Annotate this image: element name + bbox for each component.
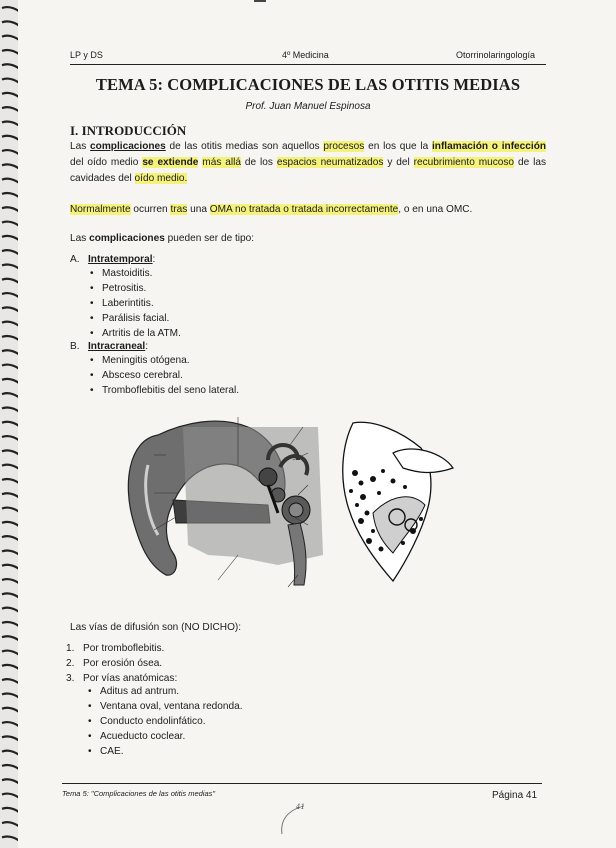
footer-rule (62, 783, 542, 784)
section-number: I. (70, 123, 79, 138)
group-a-heading (70, 252, 155, 267)
text-run: de los (244, 156, 273, 168)
text-run: Normalmente (70, 204, 131, 215)
group-label: Intracraneal (88, 341, 146, 352)
text-run: del oído medio (70, 156, 139, 168)
text-run: de las cavidades del (70, 156, 546, 184)
group-b-list (88, 353, 239, 398)
header-center: 4º Medicina (282, 50, 329, 60)
section-title: INTRODUCCIÓN (81, 123, 187, 138)
group-b-heading (70, 339, 148, 354)
numbered-item (66, 641, 177, 656)
item-text: Por erosión ósea. (83, 658, 163, 669)
text-run: y del (387, 156, 410, 168)
list-item: • Ventana oval, ventana redonda. (86, 699, 243, 714)
types-intro (70, 231, 546, 247)
list-item: • Petrositis. (88, 281, 181, 296)
ear-anatomy-illustration (118, 405, 463, 605)
text-run: , o en una OMC. (398, 204, 473, 215)
list-item: • Laberintitis. (88, 296, 181, 311)
text-run: tras (170, 204, 188, 215)
item-text: Por vías anatómicas: (83, 673, 178, 684)
list-item: • Absceso cerebral. (88, 368, 239, 383)
text-run: recubrimiento mucoso (413, 156, 515, 168)
diffusion-intro: Las vías de difusión son (NO DICHO): (70, 622, 242, 633)
text-run: inflamación o infección (431, 141, 547, 152)
group-a-list (88, 266, 181, 341)
section-heading (70, 123, 186, 139)
header-right: Otorrinolaringología (456, 50, 536, 60)
group-label: Intratemporal (88, 254, 153, 265)
list-item: • Acueducto coclear. (86, 729, 243, 744)
list-item: • Mastoiditis. (88, 266, 181, 281)
header-rule (70, 64, 546, 65)
item-number: 2. (66, 658, 75, 669)
text-run: espacios neumatizados (276, 156, 384, 168)
list-item: • Tromboflebitis del seno lateral. (88, 383, 239, 398)
text-run: complicaciones (90, 141, 166, 152)
item-number: 3. (66, 673, 75, 684)
professor-name: Prof. Juan Manuel Espinosa (245, 101, 371, 112)
text-run: oído medio. (134, 172, 188, 184)
footer-left: Tema 5: "Complicaciones de las otitis medias" (62, 789, 216, 798)
footer-page-number: Página 41 (492, 790, 538, 801)
text-run: de las otitis medias son aquellos (169, 141, 320, 152)
handwritten-page-mark (274, 800, 334, 841)
item-number: 1. (66, 643, 75, 654)
item-text: Por tromboflebitis. (83, 643, 165, 654)
text-run: pueden ser de tipo: (167, 233, 255, 244)
group-marker: B. (70, 341, 80, 352)
intro-paragraph (70, 139, 546, 186)
text-run: OMA no tratada o tratada incorrectamente (209, 204, 399, 215)
list-item: • CAE. (86, 744, 243, 759)
diffusion-list (66, 641, 177, 686)
occurrence-paragraph (70, 202, 546, 218)
group-colon: : (145, 341, 149, 352)
document-title: TEMA 5: COMPLICACIONES DE LAS OTITIS MEDIAS (95, 75, 521, 94)
group-colon: : (152, 254, 156, 265)
text-run: procesos (323, 141, 365, 152)
numbered-item (66, 656, 177, 671)
text-run: ocurren (133, 204, 168, 215)
text-run: se extiende (142, 156, 199, 168)
text-run: Las (70, 141, 87, 152)
handwritten-number: 41 (296, 803, 305, 811)
list-item: • Meningitis otógena. (88, 353, 239, 368)
group-marker: A. (70, 254, 80, 265)
anatomic-routes-list (86, 684, 243, 759)
text-run: en los que la (368, 141, 429, 152)
top-edge-mark (254, 0, 266, 2)
text-run: una (190, 204, 207, 215)
header-left: LP y DS (70, 50, 103, 60)
list-item: • Artritis de la ATM. (88, 326, 181, 341)
list-item: • Parálisis facial. (88, 311, 181, 326)
list-item: • Aditus ad antrum. (86, 684, 243, 699)
list-item: • Conducto endolinfático. (86, 714, 243, 729)
text-run: Las (70, 233, 87, 244)
text-run: complicaciones (89, 233, 165, 244)
text-run: más allá (202, 156, 241, 168)
